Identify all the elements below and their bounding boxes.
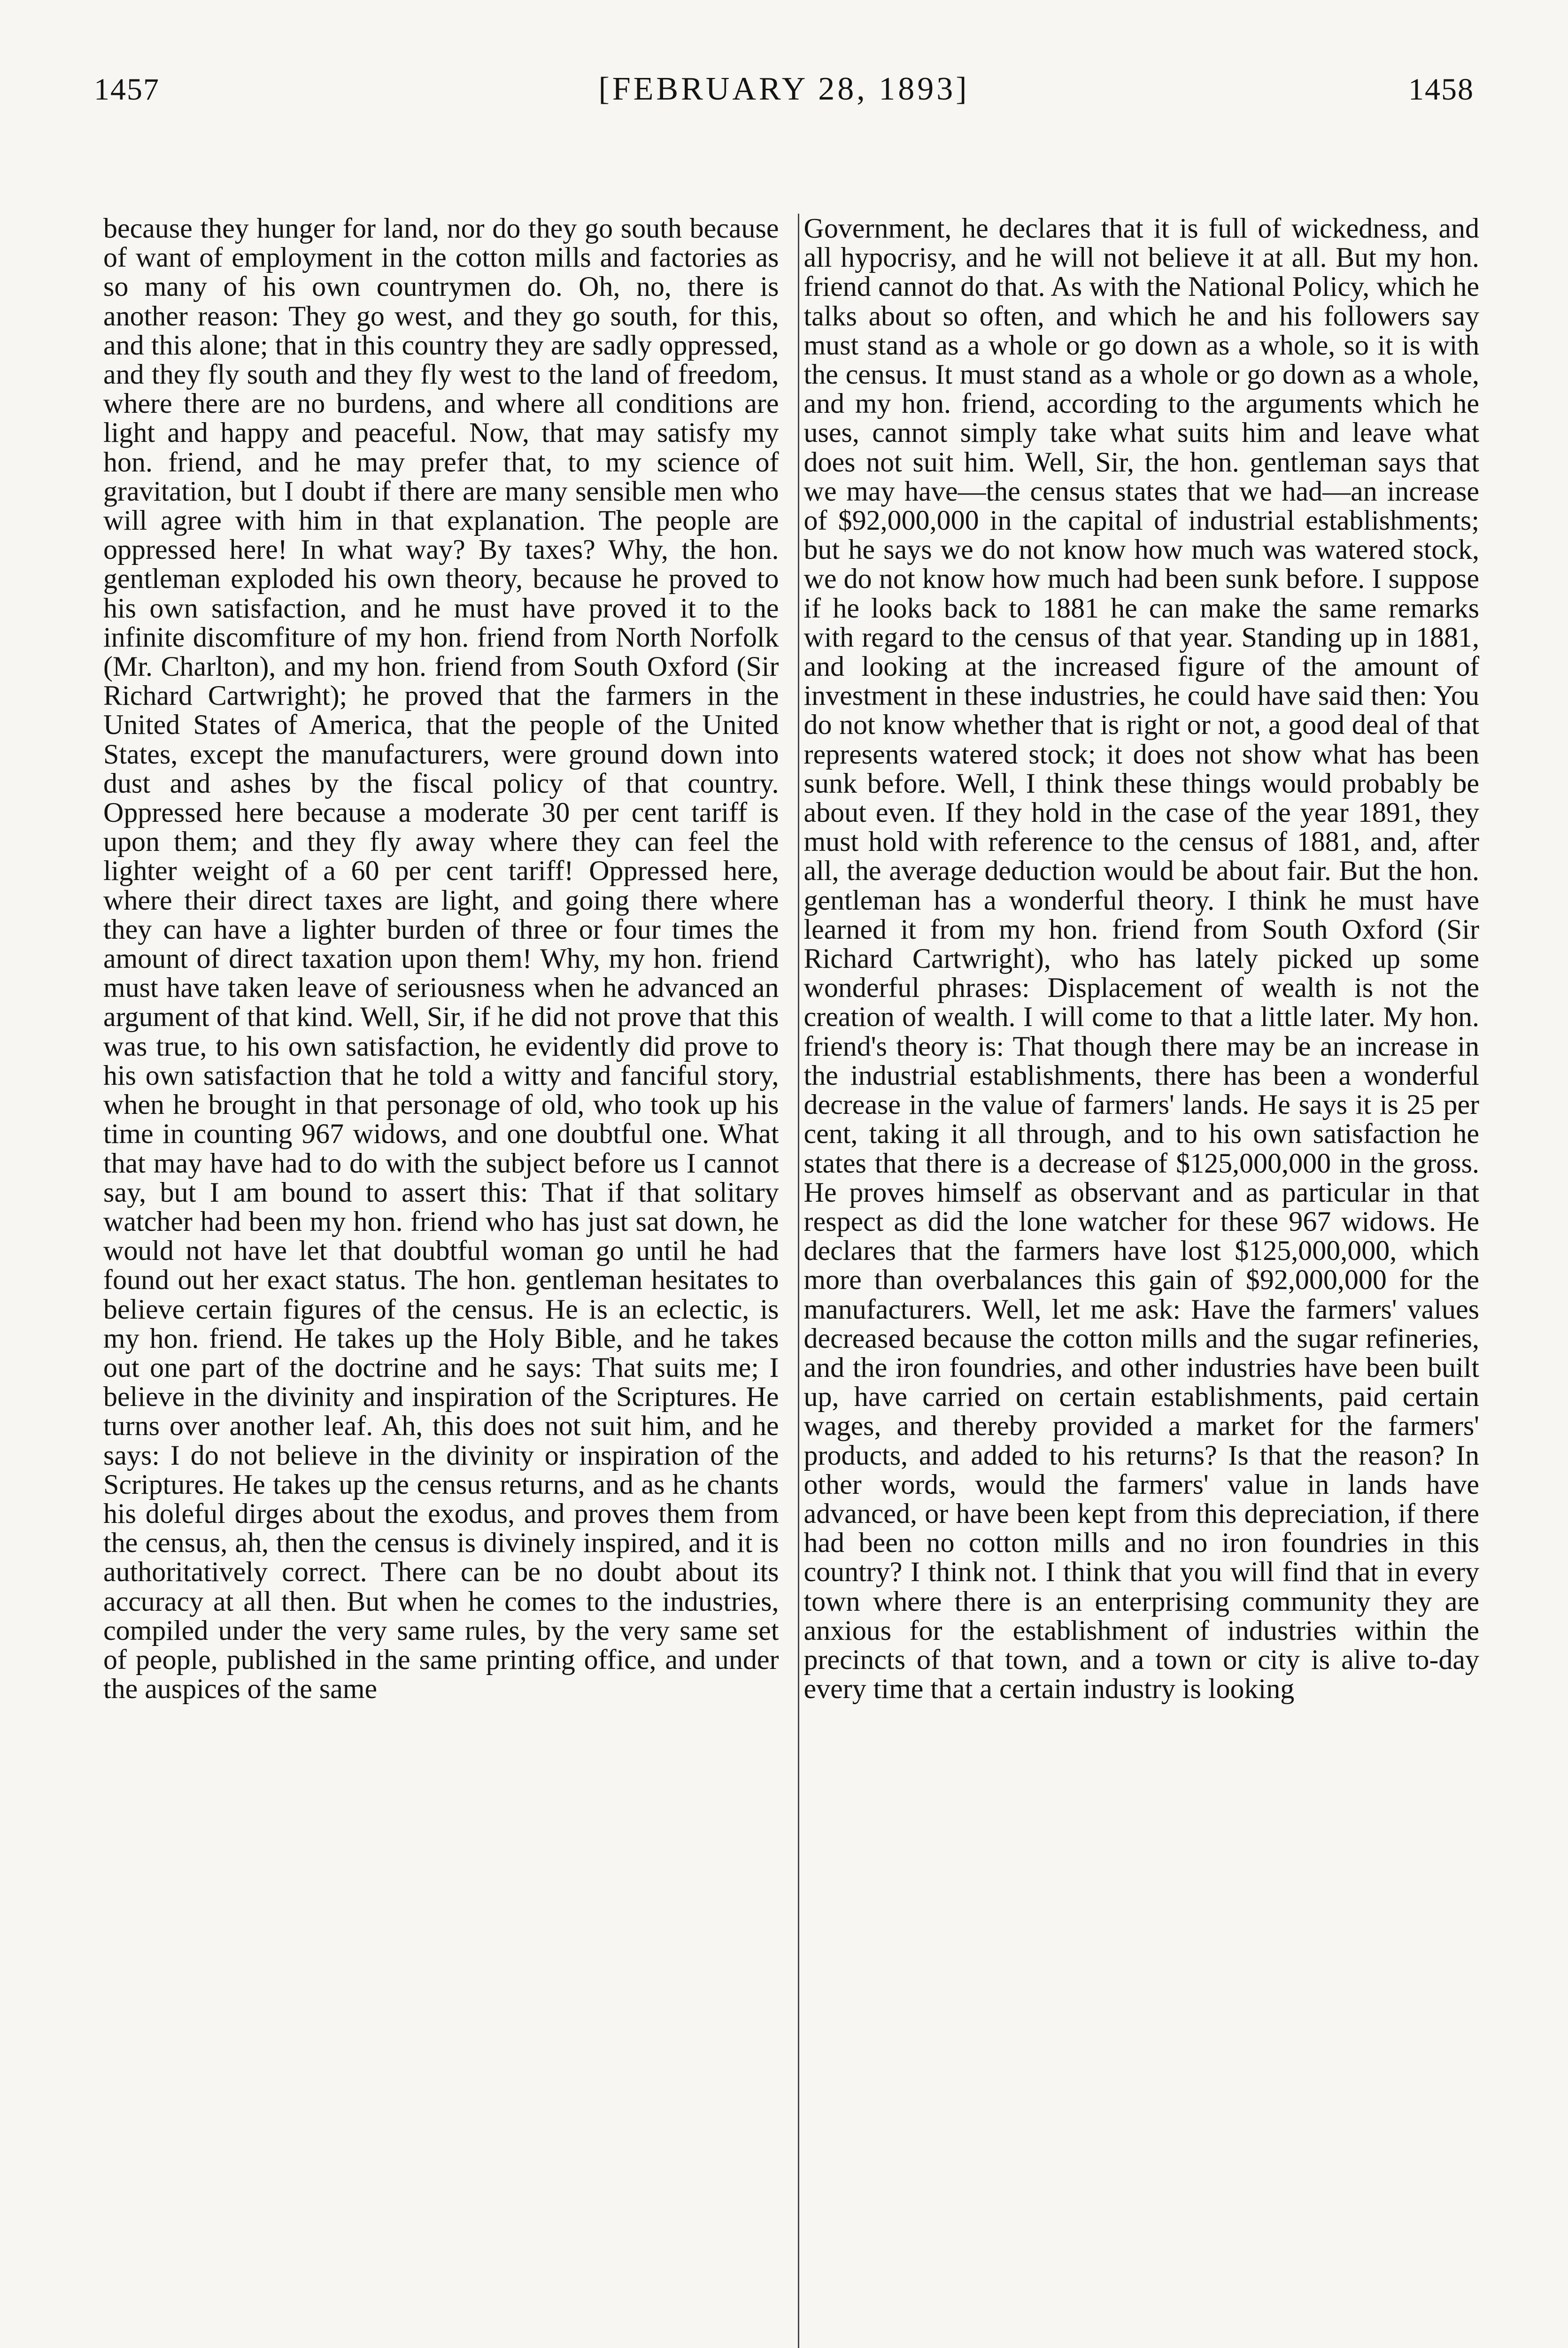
- left-page-number: 1457: [94, 72, 160, 107]
- right-page-number: 1458: [1408, 72, 1474, 107]
- right-column-text: Government, he declares that it is full of wickedness, and all hypocrisy, and he will not believe it at all. But my hon. friend cannot do that. As with the National Policy, which he talks about so often, and which he and his followers say must stand as a whole or go down as a whole, so it is with the census. It must stand as a whole or go down as a whole, and my hon. friend, according to the arguments which he uses, cannot simply take what suits him and leave what does not suit him. Well, Sir, the hon. gentleman says that we may have—the census states that we had—an increase of $92,000,000 in the capital of industrial establishments; but he says we do not know how much was watered stock, we do not know how much had been sunk before. I suppose if he looks back to 1881 he can make the same remarks with regard to the census of that year. Standing up in 1881, and looking at the increased figure of the amount of investment in these industries, he could have said then: You do not know whether that is right or not, a good deal of that represents watered stock; it does not show what has been sunk before. Well, I think these things would probably be about even. If they hold in the case of the year 1891, they must hold with reference to the census of 1881, and, after all, the average deduction would be about fair. But the hon. gentleman has a wonderful theory. I think he must have learned it from my hon. friend from South Oxford (Sir Richard Cartwright), who has lately picked up some wonderful phrases: Displacement of wealth is not the creation of wealth. I will come to that a little later. My hon. friend's theory is: That though there may be an increase in the industrial establishments, there has been a wonderful decrease in the value of farmers' lands. He says it is 25 per cent, taking it all through, and to his own satisfaction he states that there is a decrease of $125,000,000 in the gross. He proves himself as observant and as particular in that respect as did the lone watcher for these 967 widows. He declares that the farmers have lost $125,000,000, which more than overbalances this gain of $92,000,000 for the manufacturers. Well, let me ask: Have the farmers' values decreased because the cotton mills and the sugar refineries, and the iron foundries, and other industries have been built up, have carried on certain establishments, paid certain wages, and thereby provided a market for the farmers' products, and added to his returns? Is that the reason? In other words, would the farmers' value in lands have advanced, or have been kept from this depreciation, if there had been no cotton mills and no iron foundries in this country? I think not. I think that you will find that in every town where there is an enterprising community they are anxious for the establishment of industries within the precincts of that town, and a town or city is alive to-day every time that a certain industry is looking: [803, 214, 1479, 1705]
- right-column: [799, 214, 1480, 2348]
- header-date: [FEBRUARY 28, 1893]: [598, 71, 970, 107]
- left-column-text: because they hunger for land, nor do they go south because of want of employment in the cotton mills and factories as so many of his own countrymen do. Oh, no, there is another reason: They go west, and they go south, for this, and this alone; that in this country they are sadly oppressed, and they fly south and they fly west to the land of freedom, where there are no burdens, and where all conditions are light and happy and peaceful. Now, that may satisfy my hon. friend, and he may prefer that, to my science of gravitation, but I doubt if there are many sensible men who will agree with him in that explanation. The people are oppressed here! In what way? By taxes? Why, the hon. gentleman exploded his own theory, because he proved to his own satisfaction, and he must have proved it to the infinite discomfiture of my hon. friend from North Norfolk (Mr. Charlton), and my hon. friend from South Oxford (Sir Richard Cartwright); he proved that the farmers in the United States of America, that the people of the United States, except the manufacturers, were ground down into dust and ashes by the fiscal policy of that country. Oppressed here because a moderate 30 per cent tariff is upon them; and they fly away where they can feel the lighter weight of a 60 per cent tariff! Oppressed here, where their direct taxes are light, and going there where they can have a lighter burden of three or four times the amount of direct taxation upon them! Why, my hon. friend must have taken leave of seriousness when he advanced an argument of that kind. Well, Sir, if he did not prove that this was true, to his own satisfaction, he evidently did prove to his own satisfaction that he told a witty and fanciful story, when he brought in that personage of old, who took up his time in counting 967 widows, and one doubtful one. What that may have had to do with the subject before us I cannot say, but I am bound to assert this: That if that solitary watcher had been my hon. friend who has just sat down, he would not have let that doubtful woman go until he had found out her exact status. The hon. gentleman hesitates to believe certain figures of the census. He is an eclectic, is my hon. friend. He takes up the Holy Bible, and he takes out one part of the doctrine and he says: That suits me; I believe in the divinity and inspiration of the Scriptures. He turns over another leaf. Ah, this does not suit him, and he says: I do not believe in the divinity or inspiration of the Scriptures. He takes up the census returns, and as he chants his doleful dirges about the exodus, and proves them from the census, ah, then the census is divinely inspired, and it is authoritatively correct. There can be no doubt about its accuracy at all then. But when he comes to the industries, compiled under the very same rules, by the very same set of people, published in the same printing office, and under the auspices of the same: [103, 214, 779, 1705]
- text-columns: [103, 214, 1479, 2348]
- page-header: [94, 70, 1474, 113]
- left-column: [103, 214, 798, 2348]
